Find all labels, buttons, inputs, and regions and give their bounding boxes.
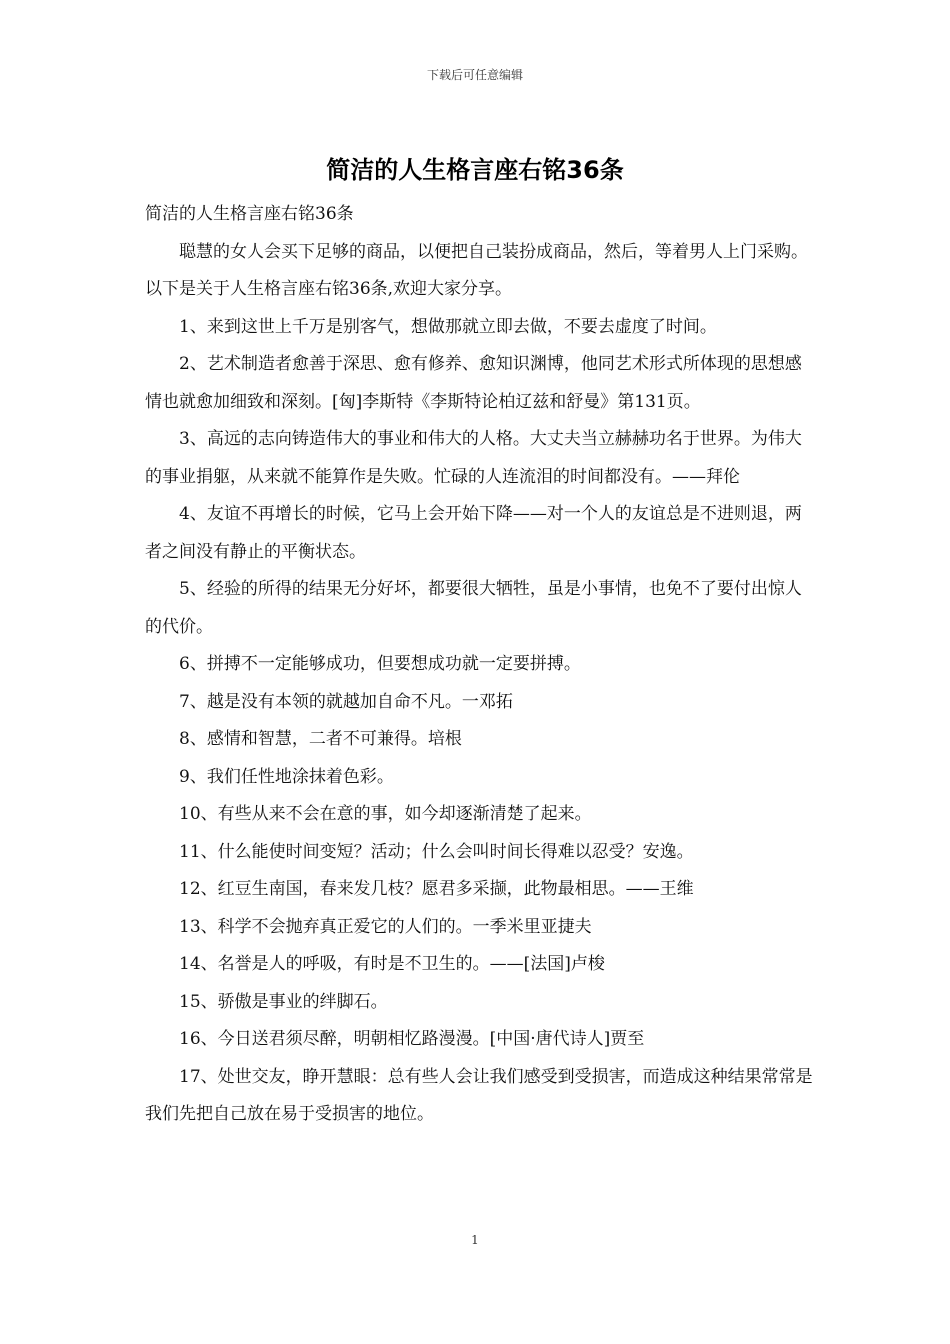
intro-paragraph: 聪慧的女人会买下足够的商品，以便把自己装扮成商品，然后，等着男人上门采购。以下是关于人生格言座右铭36条,欢迎大家分享。 [145, 241, 808, 299]
quote-item: 10、有些从来不会在意的事，如今却逐渐清楚了起来。 [179, 804, 592, 824]
quote-item: 9、我们任性地涂抹着色彩。 [179, 766, 394, 787]
quote-item: 7、越是没有本领的就越加自命不凡。一邓拓 [179, 691, 513, 712]
quote-item: 16、今日送君须尽醉，明朝相忆路漫漫。[中国·唐代诗人]贾至 [179, 1029, 645, 1049]
quote-item: 4、友谊不再增长的时候，它马上会开始下降——对一个人的友谊总是不进则退，两者之间没有静止的平衡状态。 [145, 504, 802, 562]
quote-item: 13、科学不会抛弃真正爱它的人们的。一季米里亚捷夫 [179, 916, 592, 937]
quote-item: 8、感情和智慧，二者不可兼得。培根 [179, 729, 462, 749]
quote-item: 15、骄傲是事业的绊脚石。 [179, 991, 388, 1012]
quote-item: 6、拼搏不一定能够成功，但要想成功就一定要拼搏。 [179, 654, 581, 674]
document-subtitle: 简洁的人生格言座右铭36条 [145, 204, 354, 224]
quote-item: 11、什么能使时间变短？活动；什么会叫时间长得难以忍受？安逸。 [179, 841, 694, 862]
quote-item: 2、艺术制造者愈善于深思、愈有修养、愈知识渊博，他同艺术形式所体现的思想感情也就愈加细致和深刻。[匈]李斯特《李斯特论柏辽兹和舒曼》第131页。 [145, 354, 802, 412]
document-body [145, 196, 813, 1134]
quote-item: 14、名誉是人的呼吸，有时是不卫生的。——[法国]卢梭 [179, 954, 605, 974]
quote-item: 17、处世交友，睁开慧眼：总有些人会让我们感受到受损害，而造成这种结果常常是我们先把自己放在易于受损害的地位。 [145, 1066, 813, 1124]
page-number: 1 [471, 1233, 479, 1247]
document-title: 简洁的人生格言座右铭36条 [326, 156, 624, 184]
quote-item: 3、高远的志向铸造伟大的事业和伟大的人格。大丈夫当立赫赫功名于世界。为伟大的事业捐躯，从来就不能算作是失败。忙碌的人连流泪的时间都没有。——拜伦 [145, 429, 802, 487]
quote-item: 12、红豆生南国，春来发几枝？愿君多采撷，此物最相思。——王维 [179, 879, 694, 899]
quote-item: 1、来到这世上千万是别客气，想做那就立即去做，不要去虚度了时间。 [179, 316, 717, 337]
quote-item: 5、经验的所得的结果无分好坏，都要很大牺牲，虽是小事情，也免不了要付出惊人的代价。 [145, 579, 802, 637]
page-header: 下载后可任意编辑 [426, 68, 523, 82]
